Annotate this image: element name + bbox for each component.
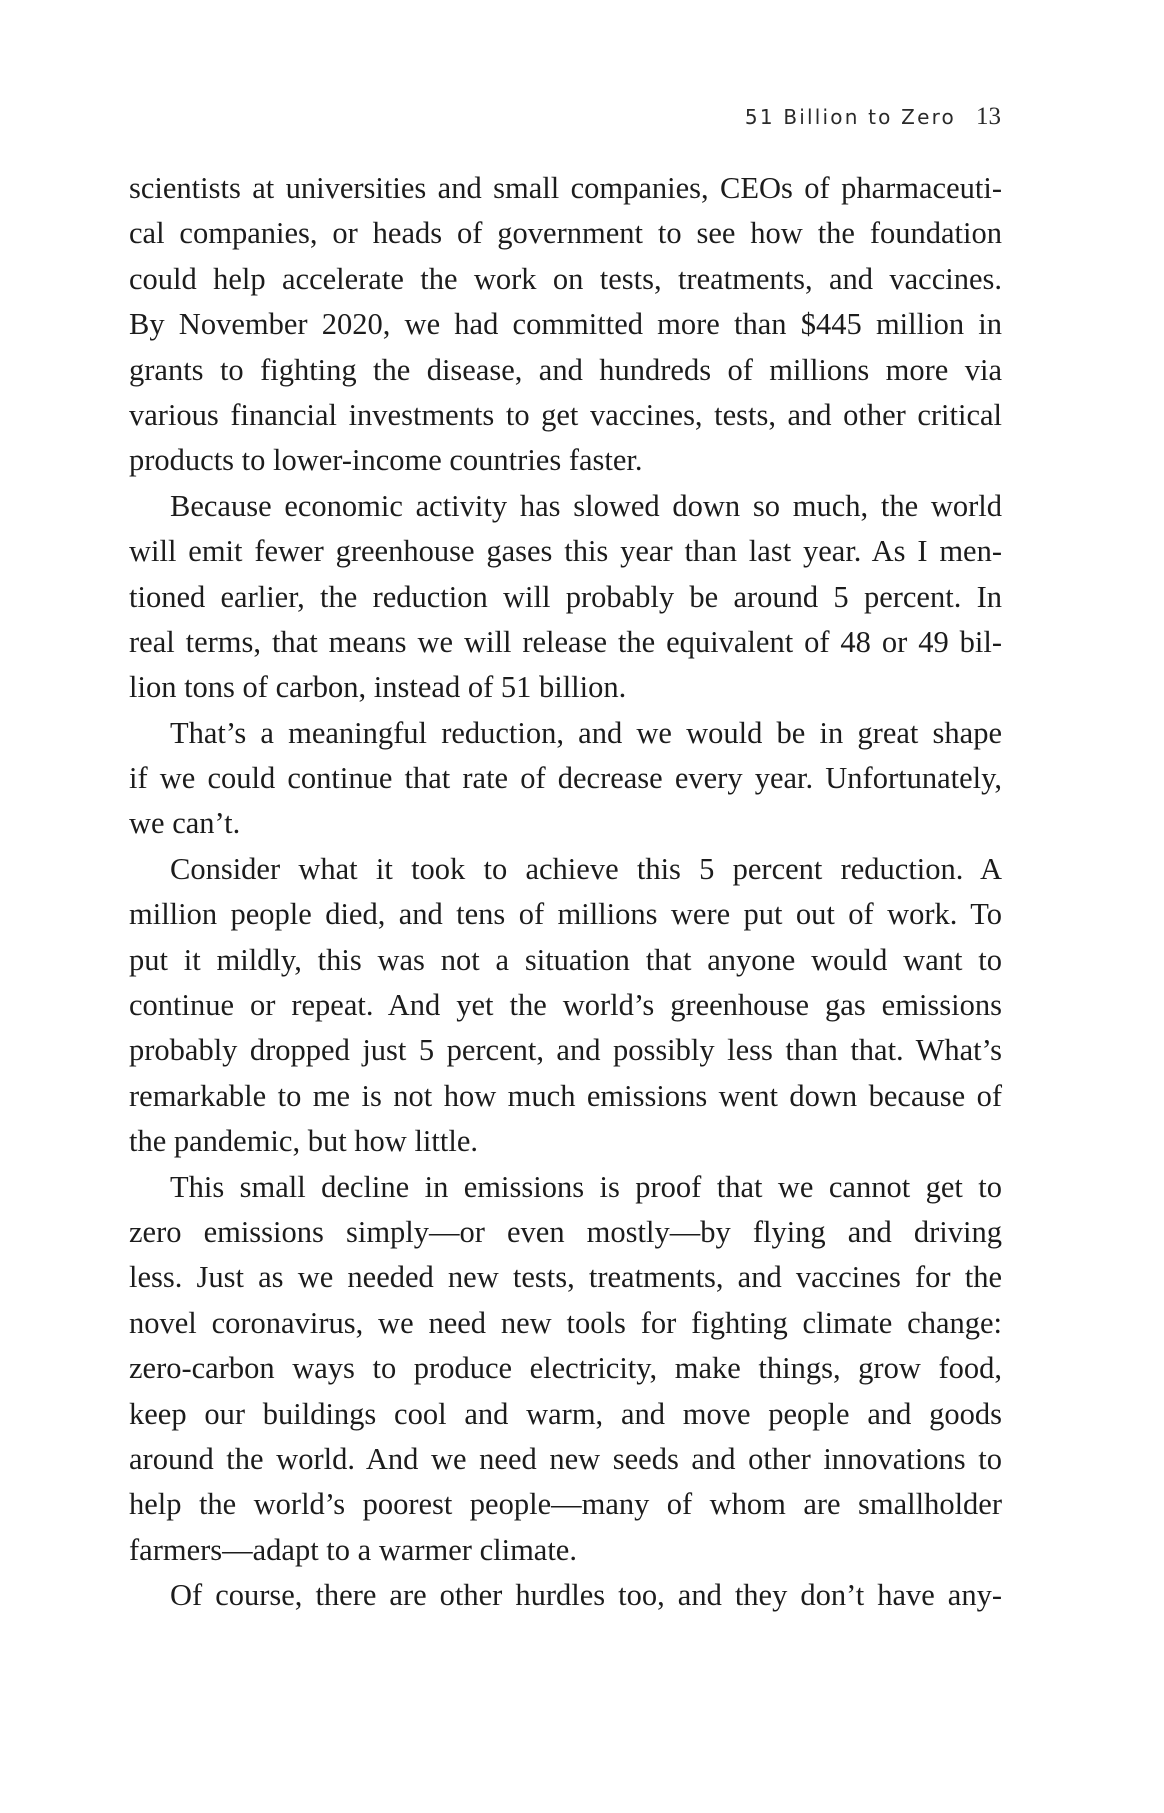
text-line: novel coronavirus, we need new tools for fighting climate change: bbox=[129, 1305, 1002, 1340]
text-line: tioned earlier, the reduction will probably be around 5 percent. In bbox=[129, 579, 1002, 614]
text-line: Because economic activity has slowed down so much, the world bbox=[170, 488, 1002, 523]
text-line: remarkable to me is not how much emissions went down because of bbox=[129, 1078, 1002, 1113]
text-line: around the world. And we need new seeds and other innovations to bbox=[129, 1441, 1002, 1476]
text-line: cal companies, or heads of government to see how the foundation bbox=[129, 216, 1002, 251]
text-line: put it mildly, this was not a situation that anyone would want to bbox=[129, 942, 1002, 977]
text-line: real terms, that means we will release the equivalent of 48 or 49 bil- bbox=[129, 624, 1002, 659]
body-text bbox=[129, 166, 1002, 1619]
paragraph bbox=[129, 847, 1002, 1165]
text-line: grants to fighting the disease, and hundreds of millions more via bbox=[129, 352, 1002, 387]
text-line: help the world’s poorest people—many of whom are smallholder bbox=[129, 1487, 1002, 1522]
text-line: By November 2020, we had committed more than $445 million in bbox=[129, 307, 1002, 342]
text-line: we can’t. bbox=[129, 806, 241, 841]
text-line: products to lower-income countries faster. bbox=[129, 443, 643, 478]
text-line: zero emissions simply—or even mostly—by flying and driving bbox=[129, 1214, 1002, 1249]
text-line: probably dropped just 5 percent, and possibly less than that. What’s bbox=[129, 1033, 1002, 1068]
text-line: Of course, there are other hurdles too, and they don’t have any- bbox=[170, 1578, 1002, 1613]
text-line: will emit fewer greenhouse gases this year than last year. As I men- bbox=[129, 534, 1002, 569]
text-line: This small decline in emissions is proof that we cannot get to bbox=[170, 1169, 1002, 1204]
text-line: if we could continue that rate of decrease every year. Unfortunately, bbox=[129, 761, 1002, 796]
text-line: continue or repeat. And yet the world’s greenhouse gas emissions bbox=[129, 988, 1002, 1023]
text-line: million people died, and tens of millions were put out of work. To bbox=[129, 897, 1002, 932]
text-line: That’s a meaningful reduction, and we would be in great shape bbox=[170, 715, 1002, 750]
paragraph bbox=[129, 166, 1002, 484]
text-line: less. Just as we needed new tests, treatments, and vaccines for the bbox=[129, 1260, 1002, 1295]
paragraph bbox=[129, 484, 1002, 711]
text-line: various financial investments to get vaccines, tests, and other critical bbox=[129, 397, 1002, 432]
text-line: lion tons of carbon, instead of 51 billion. bbox=[129, 670, 627, 705]
text-line: farmers—adapt to a warmer climate. bbox=[129, 1532, 577, 1567]
running-head bbox=[745, 103, 1001, 133]
running-title: 51 Billion to Zero bbox=[744, 105, 956, 129]
text-line: the pandemic, but how little. bbox=[129, 1124, 478, 1159]
paragraph bbox=[129, 1165, 1002, 1574]
text-line: keep our buildings cool and warm, and move people and goods bbox=[129, 1396, 1002, 1431]
page-number: 13 bbox=[976, 103, 1001, 130]
text-line: zero-carbon ways to produce electricity, make things, grow food, bbox=[129, 1351, 1002, 1386]
paragraph bbox=[129, 1573, 1002, 1618]
text-line: could help accelerate the work on tests, treatments, and vaccines. bbox=[129, 261, 1002, 296]
text-line: scientists at universities and small companies, CEOs of pharmaceuti- bbox=[129, 171, 1002, 205]
paragraph bbox=[129, 711, 1002, 847]
text-line: Consider what it took to achieve this 5 percent reduction. A bbox=[170, 851, 1002, 886]
